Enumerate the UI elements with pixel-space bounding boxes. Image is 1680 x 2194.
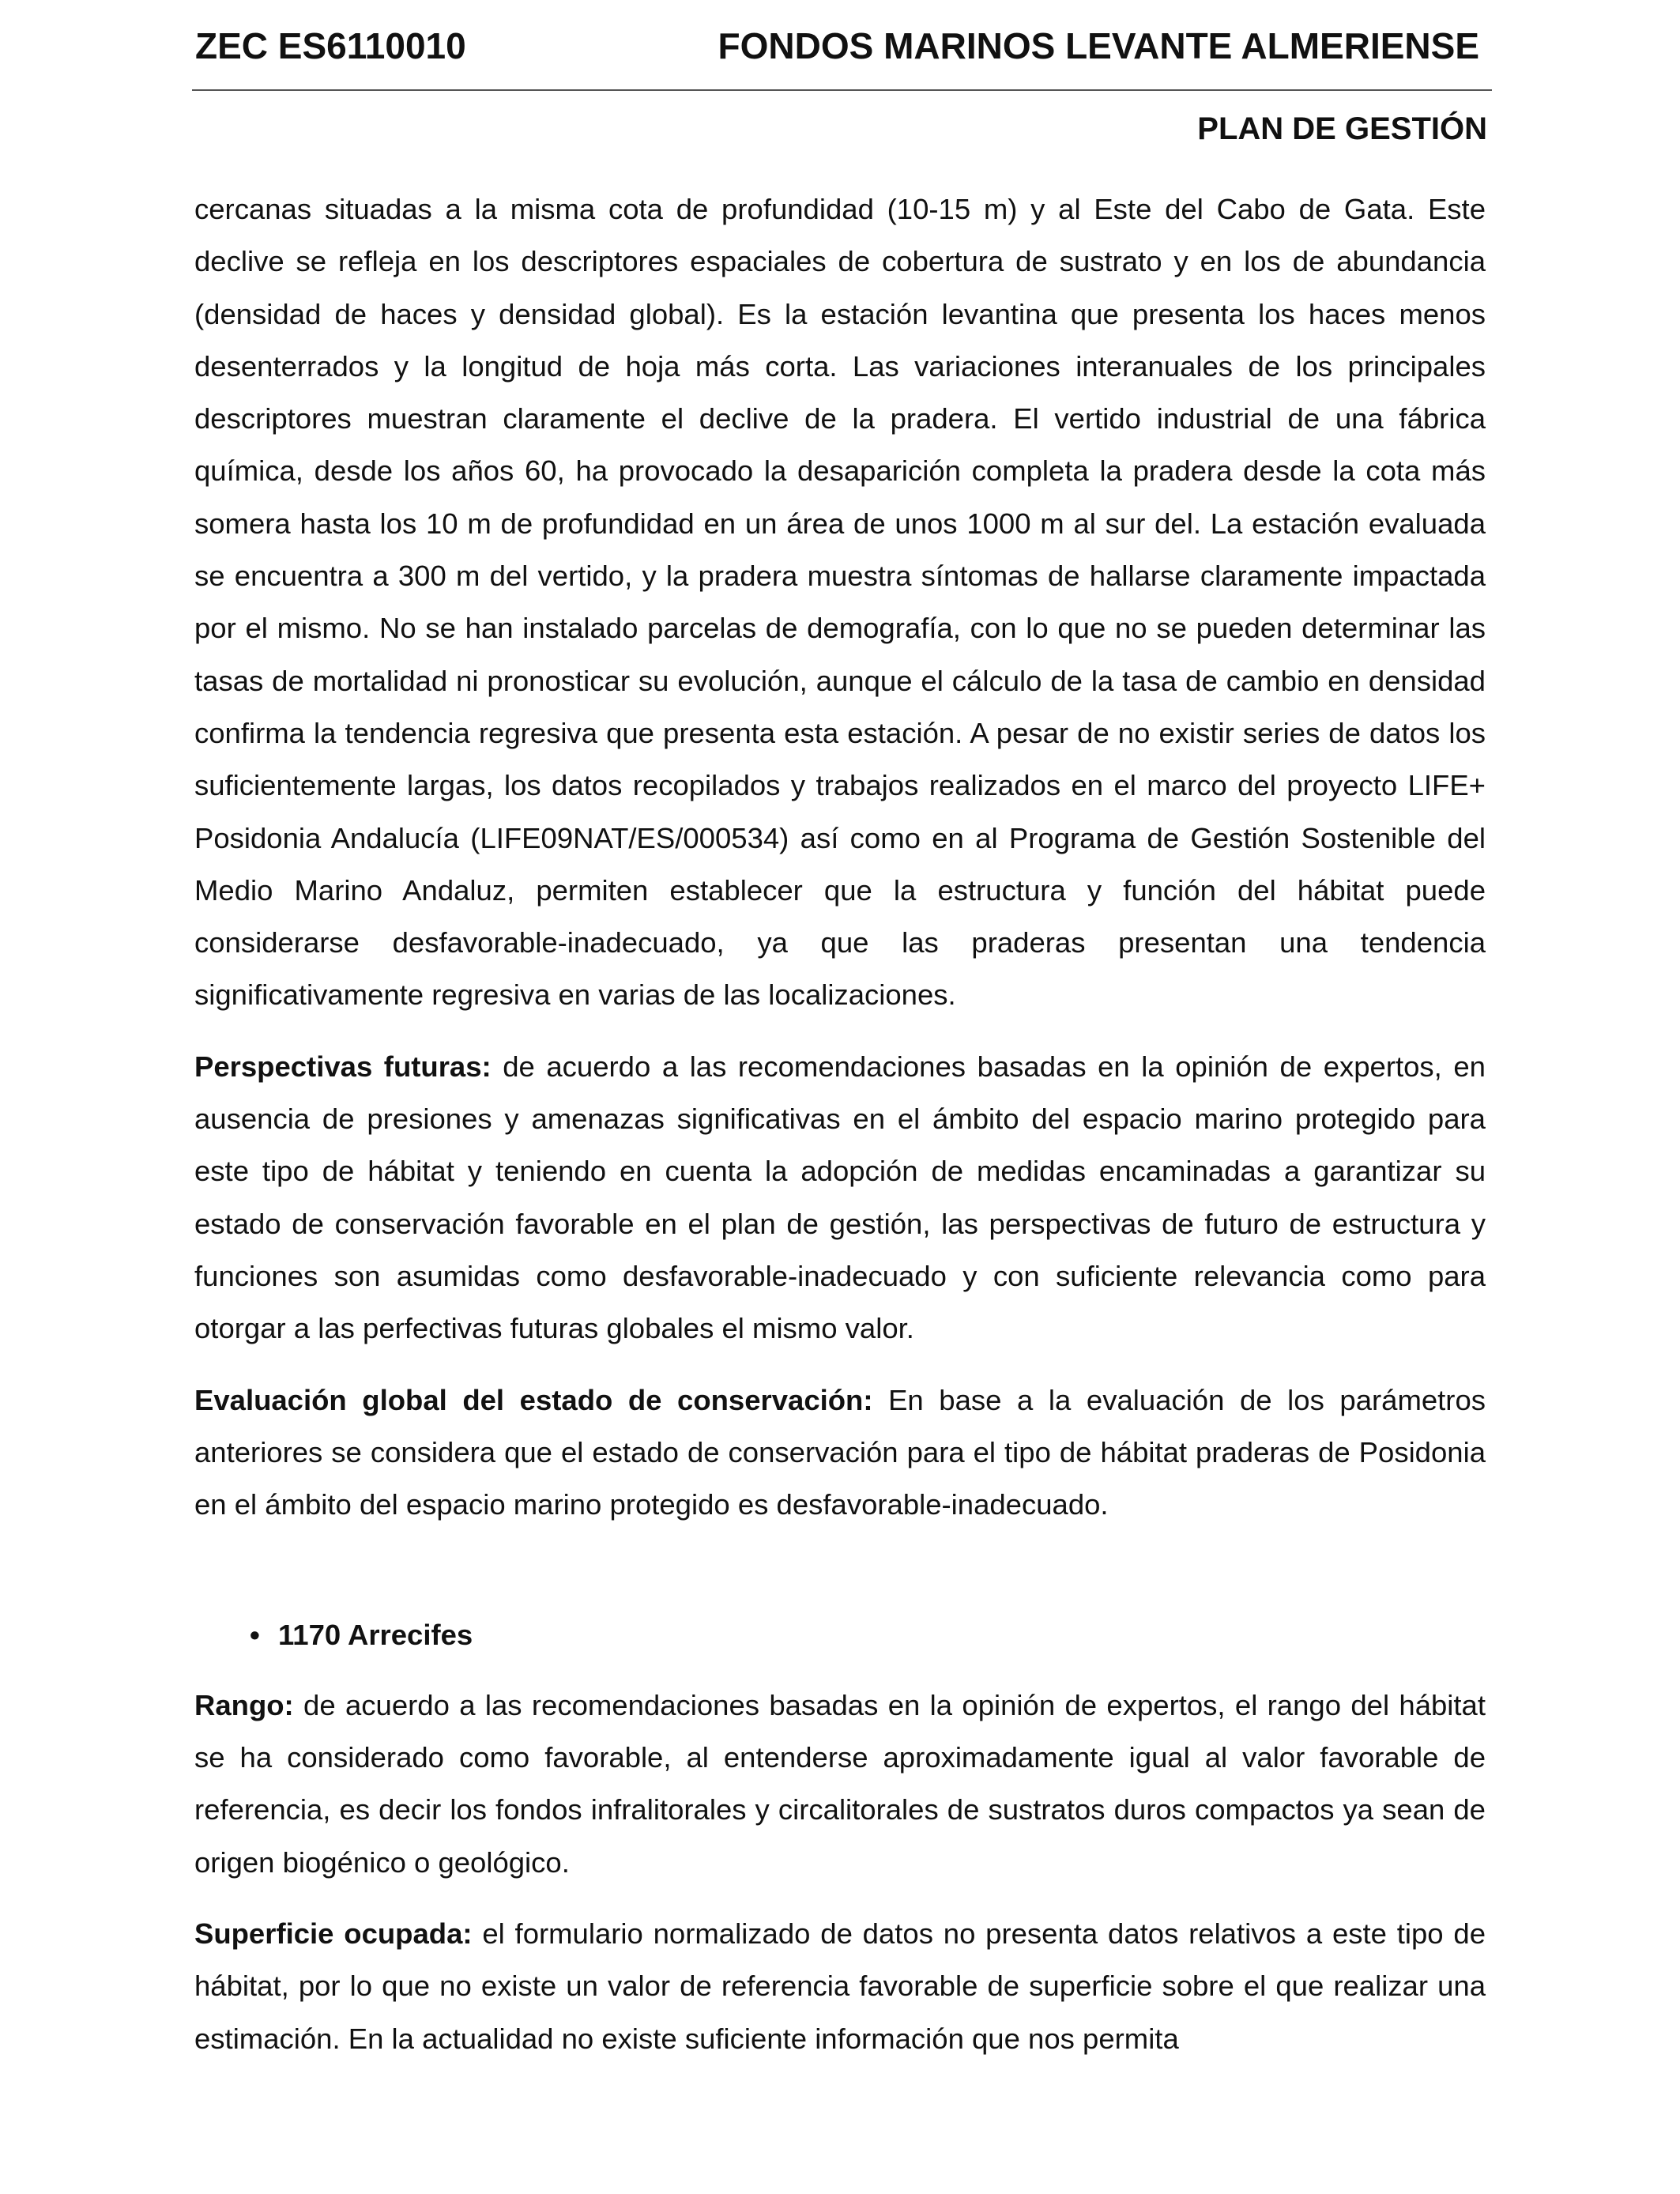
page-header	[192, 22, 1492, 70]
bullet-icon: •	[250, 1619, 260, 1652]
paragraph-rango	[194, 1679, 1486, 1889]
paragraph-label: Evaluación global del estado de conservación:	[194, 1383, 873, 1416]
document-subtitle: PLAN DE GESTIÓN	[1197, 111, 1487, 146]
section-heading: 1170 Arrecifes	[278, 1619, 473, 1652]
paragraph-perspectivas-futuras	[194, 1041, 1486, 1355]
paragraph-text: de acuerdo a las recomendaciones basadas en la opinión de expertos, el rango del hábitat se ha considerado como favorable, al entenderse aproximadamente igual al valor favorable de referencia, es decir los fondos infralitorales y circalitorales de sustratos duros compactos ya sean de origen biogénico o geológico.	[194, 1688, 1486, 1879]
paragraph-text: En base a la evaluación de los parámetros anteriores se considera que el estado de conservación para el tipo de hábitat praderas de Posidonia en el ámbito del espacio marino protegido es desfavorable-inadecuado.	[194, 1383, 1486, 1521]
paragraph-text: el formulario normalizado de datos no presenta datos relativos a este tipo de hábitat, por lo que no existe un valor de referencia favorable de superficie sobre el que realizar una estimación. En la actualidad no existe suficiente información que nos permita	[194, 1917, 1486, 2055]
site-title: FONDOS MARINOS LEVANTE ALMERIENSE	[718, 25, 1479, 66]
document-body	[194, 183, 1486, 2084]
paragraph-text: de acuerdo a las recomendaciones basadas en la opinión de expertos, en ausencia de presiones y amenazas significativas en el ámbito del espacio marino protegido para este tipo de hábitat y teniendo en cuenta la adopción de medidas encaminadas a garantizar su estado de conservación favorable en el plan de gestión, las perspectivas de futuro de estructura y funciones son asumidas como desfavorable-inadecuado y con suficiente relevancia como para otorgar a las perfectivas futuras globales el mismo valor.	[194, 1050, 1486, 1345]
paragraph-label: Perspectivas futuras:	[194, 1050, 492, 1083]
paragraph-superficie-ocupada	[194, 1908, 1486, 2065]
paragraph-continuation: cercanas situadas a la misma cota de profundidad (10-15 m) y al Este del Cabo de Gata. Este declive se refleja en los descriptores espaciales de cobertura de sustrato y en los de abundancia (densidad de haces y densidad global). Es la estación levantina que presenta los haces menos desenterrados y la longitud de hoja más corta. Las variaciones interanuales de los principales descriptores muestran claramente el declive de la pradera. El vertido industrial de una fábrica química, desde los años 60, ha provocado la desaparición completa la pradera desde la cota más somera hasta los 10 m de profundidad en un área de unos 1000 m al sur del. La estación evaluada se encuentra a 300 m del vertido, y la pradera muestra síntomas de hallarse claramente impactada por el mismo. No se han instalado parcelas de demografía, con lo que no se pueden determinar las tasas de mortalidad ni pronosticar su evolución, aunque el cálculo de la tasa de cambio en densidad confirma la tendencia regresiva que presenta esta estación. A pesar de no existir series de datos los suficientemente largas, los datos recopilados y trabajos realizados en el marco del proyecto LIFE+ Posidonia Andalucía (LIFE09NAT/ES/000534) así como en al Programa de Gestión Sostenible del Medio Marino Andaluz, permiten establecer que la estructura y función del hábitat puede considerarse desfavorable-inadecuado, ya que las praderas presentan una tendencia significativamente regresiva en varias de las localizaciones.	[194, 193, 1486, 1012]
paragraph-label: Superficie ocupada:	[194, 1917, 473, 1950]
section-bullet	[250, 1609, 1486, 1661]
paragraph-evaluacion-global	[194, 1374, 1486, 1532]
paragraph-label: Rango:	[194, 1688, 294, 1721]
document-code: ZEC ES6110010	[195, 25, 466, 66]
header-divider	[192, 89, 1492, 91]
